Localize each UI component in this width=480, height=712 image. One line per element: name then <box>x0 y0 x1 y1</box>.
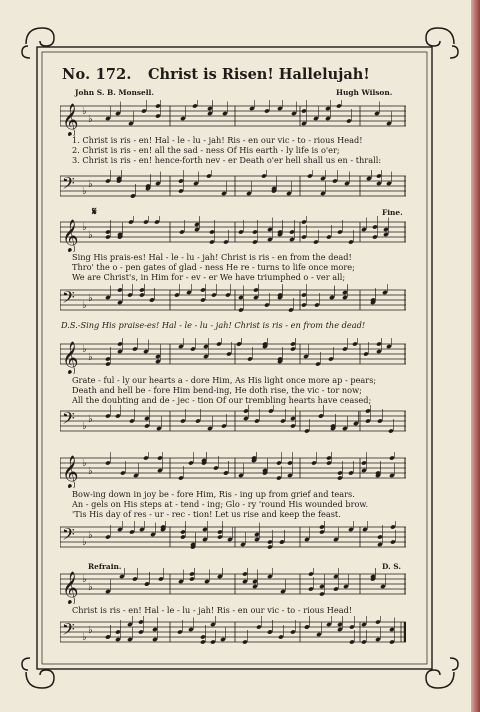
dal-segno-line: D.S.-Sing His praise-es! Hal - le - lu - jah! Christ is ris - en from the dead! <box>61 320 366 330</box>
hymn-title: Christ is Risen! Hallelujah! <box>148 66 370 83</box>
lyrics-system-1 <box>72 135 381 165</box>
treble-clef-icon: 𝄞 <box>62 455 79 488</box>
flat-icon: ♭ <box>88 230 93 241</box>
bass-staff <box>60 616 406 652</box>
flat-icon: ♭ <box>88 625 93 636</box>
hymn-number: No. 172. <box>62 66 132 83</box>
lyric-line: 'Tis His day of res - ur - rec - tion! Let us rise and keep the feast. <box>72 509 341 519</box>
lyricist-credit: John S. B. Monsell. <box>75 88 154 97</box>
flat-icon: ♭ <box>88 530 93 541</box>
lyric-line: Thro' the o - pen gates of glad - ness He re - turns to life once more; <box>72 262 355 272</box>
flat-icon: ♭ <box>82 574 87 585</box>
flat-icon: ♭ <box>88 466 93 477</box>
bass-clef-icon: 𝄢 <box>62 524 75 548</box>
lyric-line: Bow-ing down in joy be - fore Him, Ris - ing up from grief and tears. <box>72 489 355 499</box>
segno-icon: 𝄋 <box>92 205 97 218</box>
lyric-line: Christ is ris - en! Hal - le - lu - jah! Ris - en our vic - to - rious Head! <box>72 605 353 615</box>
book-spine-edge <box>471 0 480 712</box>
lyrics-system-2 <box>72 252 355 282</box>
lyric-line: All the doubting and de - jec - tion Of our trembling hearts have ceased; <box>72 395 372 405</box>
bass-staff <box>60 405 406 441</box>
treble-clef-icon: 𝄞 <box>62 103 79 136</box>
treble-staff <box>60 452 406 488</box>
bass-clef-icon: 𝄢 <box>62 408 75 432</box>
lyric-line: We are Christ's, in Him for - ev - er We have triumphed o - ver all; <box>72 272 346 282</box>
flat-icon: ♭ <box>88 352 93 363</box>
flat-icon: ♭ <box>82 458 87 469</box>
lyrics-system-5 <box>72 605 352 615</box>
lyric-line: 2. Christ is ris - en! all the sad - ness Of His earth - ly life is o'er; <box>72 145 340 155</box>
treble-clef-icon: 𝄞 <box>62 571 79 604</box>
flat-icon: ♭ <box>82 421 87 432</box>
lyric-line: 3. Christ is ris - en! hence-forth nev - er Death o'er hell shall us en - thrall: <box>72 155 382 165</box>
treble-staff <box>60 338 406 374</box>
flat-icon: ♭ <box>88 179 93 190</box>
lyrics-system-4 <box>72 489 368 519</box>
treble-clef-icon: 𝄞 <box>62 341 79 374</box>
lyrics-system-3 <box>72 375 376 405</box>
flat-icon: ♭ <box>88 414 93 425</box>
flat-icon: ♭ <box>88 582 93 593</box>
bass-clef-icon: 𝄢 <box>62 173 75 197</box>
bass-staff <box>60 521 406 557</box>
flat-icon: ♭ <box>82 106 87 117</box>
flat-icon: ♭ <box>82 222 87 233</box>
flat-icon: ♭ <box>82 344 87 355</box>
treble-staff <box>60 100 406 136</box>
bass-clef-icon: 𝄢 <box>62 619 75 643</box>
treble-clef-icon: 𝄞 <box>62 219 79 252</box>
flat-icon: ♭ <box>82 186 87 197</box>
flat-icon: ♭ <box>82 632 87 643</box>
bass-clef-icon: 𝄢 <box>62 287 75 311</box>
lyric-line: 1. Christ is ris - en! Hal - le - lu - jah! Ris - en our vic - to - rious Head! <box>72 135 363 145</box>
flat-icon: ♭ <box>88 114 93 125</box>
flat-icon: ♭ <box>88 293 93 304</box>
refrain-marker: Refrain. <box>88 562 122 571</box>
lyric-line: Sing His prais-es! Hal - le - lu - jah! Christ is ris - en from the dead! <box>72 252 352 262</box>
treble-staff <box>60 216 406 252</box>
flat-icon: ♭ <box>82 537 87 548</box>
fine-marker: Fine. <box>382 208 403 217</box>
composer-credit: Hugh Wilson. <box>336 88 393 97</box>
bass-staff <box>60 170 406 206</box>
treble-staff <box>60 568 406 604</box>
lyric-line: Grate - ful - ly our hearts a - dore Him, As His light once more ap - pears; <box>72 375 377 385</box>
ds-marker: D. S. <box>382 562 401 571</box>
bass-staff <box>60 284 406 320</box>
lyric-line: Death and hell be - fore Him bend-ing, He doth rise, the vic - tor now; <box>72 385 362 395</box>
flat-icon: ♭ <box>82 300 87 311</box>
lyric-line: An - gels on His steps at - tend - ing; Glo - ry 'round His wounded brow. <box>72 499 369 509</box>
